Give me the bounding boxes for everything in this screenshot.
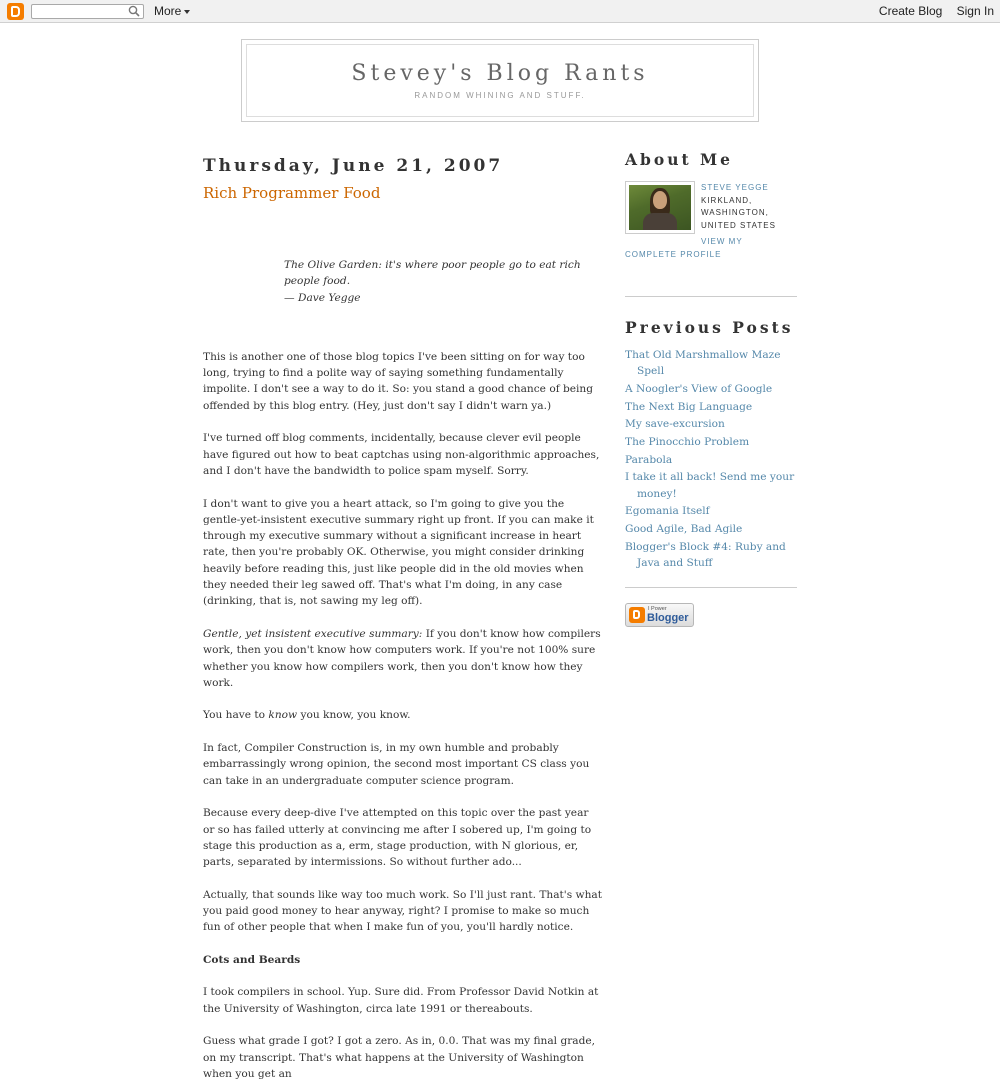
sidebar	[625, 150, 797, 627]
previous-post-link[interactable]: Good Agile, Bad Agile	[625, 523, 743, 536]
post-title[interactable]: Rich Programmer Food	[203, 184, 381, 202]
previous-post-link[interactable]: Egomania Itself	[625, 505, 710, 518]
profile-location: KIRKLAND, WASHINGTON, UNITED STATES	[701, 195, 776, 230]
section-subheading: Cots and Beards	[203, 953, 301, 966]
profile-block	[625, 181, 797, 279]
divider	[625, 296, 797, 297]
previous-post-link[interactable]: A Noogler's View of Google	[625, 382, 773, 395]
know-paragraph	[203, 707, 603, 723]
profile-photo	[629, 185, 691, 230]
divider	[625, 587, 797, 588]
previous-post-link[interactable]: That Old Marshmallow Maze Spell	[625, 349, 781, 378]
know-post: you know, you know.	[297, 709, 411, 722]
blogger-navbar	[0, 0, 1000, 23]
profile-name-link[interactable]: STEVE YEGGE	[701, 183, 769, 192]
more-menu-label: More	[154, 4, 182, 18]
epigraph-quote	[284, 257, 603, 306]
post-paragraph: This is another one of those blog topics I've been sitting on for way too long, trying to find a polite way of saying something fundamentally impolite. I don't see a way to do it. So: you stand a good chance of being offended by this blog entry. (Hey, just don't say I didn't warn ya.)	[203, 350, 594, 412]
know-pre: You have to	[203, 709, 269, 722]
blogger-logo-icon[interactable]	[7, 3, 24, 20]
post-paragraph: I took compilers in school. Yup. Sure did. From Professor David Notkin at the University of Washington, circa late 1991 or thereabouts.	[203, 986, 599, 1015]
create-blog-link[interactable]: Create Blog	[878, 4, 943, 18]
badge-big-text: Blogger	[647, 612, 689, 625]
summary-text: If you don't know how compilers work, then you don't know how computers work. If you're not 100% sure whether you know how compilers work, then you don't know how they work.	[203, 627, 601, 689]
previous-post-link[interactable]: I take it all back! Send me your money!	[625, 471, 795, 500]
badge-small-text: I Power	[648, 606, 667, 613]
powered-by-blogger-badge[interactable]	[625, 603, 694, 627]
date-header: Thursday, June 21, 2007	[203, 156, 504, 176]
quote-attribution: — Dave Yegge	[284, 291, 361, 304]
executive-summary	[203, 626, 603, 691]
chevron-down-icon	[184, 10, 190, 14]
navbar-actions	[868, 4, 994, 18]
profile-text	[701, 182, 797, 232]
previous-post-link[interactable]: Parabola	[625, 453, 673, 466]
avatar[interactable]	[625, 181, 695, 234]
post-paragraph: Guess what grade I got? I got a zero. As in, 0.0. That was my final grade, on my transcript. That's what happens at the University of Washington when you get an	[203, 1035, 596, 1080]
post-paragraph: In fact, Compiler Construction is, in my own humble and probably embarrassingly wrong opinion, the second most important CS class you can take in an undergraduate computer science program.	[203, 742, 590, 787]
main-column	[203, 155, 603, 1082]
post-paragraph: I've turned off blog comments, incidentally, because clever evil people have figured out how to beat captchas using non-algorithmic approaches, and I don't have the bandwidth to police spam myself. Sorry.	[203, 432, 600, 477]
previous-post-link[interactable]: Blogger's Block #4: Ruby and Java and Stuff	[625, 540, 786, 570]
previous-post-link[interactable]: My save-excursion	[625, 418, 725, 431]
post-paragraph: Actually, that sounds like way too much work. So I'll just rant. That's what you paid good money to hear anyway, right? I promise to make so much fun of other people that when I make fun of you, you'll hardly notice.	[203, 888, 602, 934]
view-profile-link[interactable]: VIEW MY COMPLETE PROFILE	[625, 237, 743, 259]
blog-header	[241, 39, 759, 122]
about-me-heading: About Me	[625, 150, 734, 169]
more-menu-button[interactable]	[154, 4, 190, 18]
know-emphasis: know	[268, 709, 298, 722]
search-icon[interactable]	[128, 5, 140, 17]
post-paragraph: I don't want to give you a heart attack, so I'm going to give you the gentle-yet-insistent executive summary right up front. If you can make it through my executive summary without a significant increase in heart rate, then you're probably OK. Otherwise, you might consider drinking heavily before reading this, just like people did in the old movies when they needed their leg sawed off. That's what I'm doing, in any case (drinking, that is, not sawing my leg off).	[203, 497, 594, 608]
blog-description: RANDOM WHINING AND STUFF.	[414, 91, 586, 100]
quote-text: The Olive Garden: it's where poor people go to eat rich people food.	[284, 259, 581, 288]
previous-posts-heading: Previous Posts	[625, 318, 794, 337]
summary-label: Gentle, yet insistent executive summary:	[203, 627, 423, 640]
post-paragraph: Because every deep-dive I've attempted on this topic over the past year or so has failed utterly at convincing me after I sobered up, I'm going to stage this production as a, erm, stage production, with N glorious, er, parts, separated by intermissions. So without further ado...	[203, 807, 592, 869]
previous-post-link[interactable]: The Next Big Language	[625, 400, 753, 413]
previous-posts-list	[625, 347, 797, 571]
blog-title[interactable]: Stevey's Blog Rants	[351, 61, 649, 86]
sign-in-link[interactable]: Sign In	[956, 4, 994, 18]
blog-header-inner	[246, 44, 754, 117]
previous-post-link[interactable]: The Pinocchio Problem	[625, 436, 750, 449]
blogger-logo-icon	[629, 607, 645, 623]
